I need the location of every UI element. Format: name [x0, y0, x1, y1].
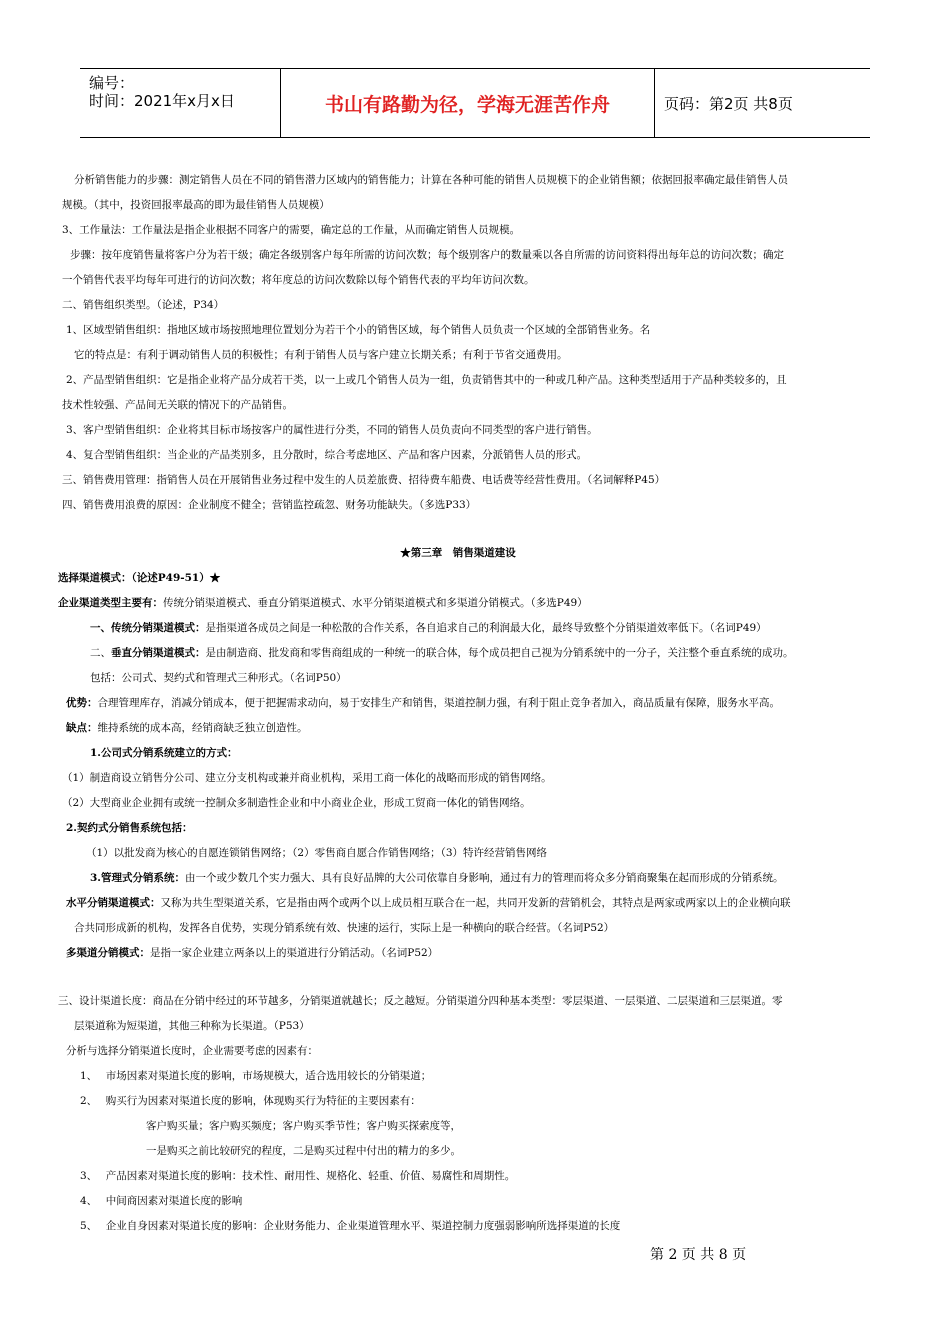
paragraph-line: 3、工作量法：工作量法是指企业根据不同客户的需要，确定总的工作量，从而确定销售人员规模。 [62, 224, 521, 236]
term: 缺点： [66, 722, 98, 734]
term: 一、传统分销渠道模式： [90, 622, 206, 634]
list-item: 4、 中间商因素对渠道长度的影响 [80, 1195, 243, 1207]
paragraph-line: 1、区域型销售组织：指地区域市场按照地理位置划分为若干个小的销售区域，每个销售人员负责一个区域的全部销售业务。名 [66, 324, 651, 336]
definition: 是指一家企业建立两条以上的渠道进行分销活动。（名词P52） [150, 947, 439, 959]
paragraph-line [58, 891, 898, 916]
paragraph-line: 规模。（其中，投资回报率最高的即为最佳销售人员规模） [62, 199, 330, 211]
header-info-cell [80, 69, 280, 137]
section-heading: 二、销售组织类型。（论述，P34） [62, 299, 225, 311]
paragraph-line: （1）以批发商为核心的自愿连锁销售网络；（2）零售商自愿合作销售网络；（3）特许经营销售网络 [86, 847, 548, 859]
definition: 由一个或少数几个实力强大、具有良好品牌的大公司依靠自身影响，通过有力的管理而将众多分销商聚集在起而形成的分销系统。 [184, 872, 784, 884]
term: 多渠道分销模式： [66, 947, 150, 959]
list-marker: 二、 [90, 647, 111, 659]
chapter-title: ★第三章 销售渠道建设 [400, 547, 516, 559]
paragraph-line: 4、复合型销售组织：当企业的产品类别多，且分散时，综合考虑地区、产品和客户因素，分派销售人员的形式。 [66, 449, 588, 461]
definition: 又称为共生型渠道关系，它是指由两个或两个以上成员相互联合在一起，共同开发新的营销机会，其特点是两家或两家以上的企业横向联 [160, 897, 791, 909]
term: 优势： [66, 697, 98, 709]
paragraph-line: 一个销售代表平均每年可进行的访问次数；将年度总的访问次数除以每个销售代表的平均年访问次数。 [62, 274, 535, 286]
definition: 是由制造商、批发商和零售商组成的一种统一的联合体，每个成员把自己视为分销系统中的一分子，关注整个垂直系统的成功。 [205, 647, 794, 659]
term: 垂直分销渠道模式： [111, 647, 206, 659]
list-item: 5、 企业自身因素对渠道长度的影响：企业财务能力、企业渠道管理水平、渠道控制力度强弱影响所选择渠道的长度 [80, 1220, 621, 1232]
header-motto: 书山有路勤为径，学海无涯苦作舟 [280, 69, 655, 137]
paragraph-line: 包括：公司式、契约式和管理式三种形式。（名词P50） [90, 672, 347, 684]
paragraph-line: 步骤：按年度销售量将客户分为若干级；确定各级别客户每年所需的访问次数；每个级别客户的数量乘以各自所需的访问资料得出每年总的访问次数；确定 [70, 249, 784, 261]
list-item: 1、 市场因素对渠道长度的影响，市场规模大，适合选用较长的分销渠道； [80, 1070, 432, 1082]
page-footer: 第 2 页 共 8 页 [650, 1247, 747, 1263]
page-header [80, 68, 870, 138]
paragraph-line: 分析与选择分销渠道长度时，企业需要考虑的因素有： [66, 1045, 318, 1057]
term: 水平分销渠道模式： [66, 897, 161, 909]
section-heading: 四、销售费用浪费的原因：企业制度不健全；营销监控疏忽、财务功能缺失。（多选P33） [62, 499, 477, 511]
paragraph-line: 分析销售能力的步骤：测定销售人员在不同的销售潜力区域内的销售能力；计算在各种可能的销售人员规模下的企业销售额；依据回报率确定最佳销售人员 [74, 174, 788, 186]
paragraph-line: 2、产品型销售组织：它是指企业将产品分成若干类，以一上或几个销售人员为一组，负责销售其中的一种或几种产品。这种类型适用于产品种类较多的，且 [66, 374, 787, 386]
list-item: 3、 产品因素对渠道长度的影响：技术性、耐用性、规格化、轻重、价值、易腐性和周期性。 [80, 1170, 516, 1182]
bold-heading: 1.公司式分销系统建立的方式： [90, 747, 238, 759]
definition: 维持系统的成本高，经销商缺乏独立创造性。 [97, 722, 308, 734]
paragraph-line [58, 716, 898, 741]
paragraph-line [58, 691, 898, 716]
paragraph-line [58, 591, 898, 616]
paragraph-line: （2）大型商业企业拥有或统一控制众多制造性企业和中小商业企业，形成工贸商一体化的销售网络。 [62, 797, 531, 809]
document-body [58, 168, 898, 1239]
paragraph-line: 合共同形成新的机构，发挥各自优势，实现分销系统有效、快速的运行，实际上是一种横向的联合经营。（名词P52） [74, 922, 615, 934]
section-heading: 三、设计渠道长度：商品在分销中经过的环节越多，分销渠道就越长；反之越短。分销渠道分四种基本类型：零层渠道、一层渠道、二层渠道和三层渠道。零 [58, 995, 783, 1007]
term: 3.管理式分销系统： [90, 872, 185, 884]
paragraph-line [58, 641, 898, 666]
date-label: 时间：2021年x月x日 [89, 92, 235, 110]
paragraph-line: 一是购买之前比较研究的程度，二是购买过程中付出的精力的多少。 [146, 1145, 461, 1157]
paragraph-line [58, 941, 898, 966]
section-heading: 三、销售费用管理：指销售人员在开展销售业务过程中发生的人员差旅费、招待费车船费、电话费等经营性费用。（名词解释P45） [62, 474, 666, 486]
header-page-label: 页码：第2页 共8页 [664, 94, 793, 113]
paragraph-line [58, 866, 898, 891]
paragraph-line: 层渠道称为短渠道，其他三种称为长渠道。（P53） [74, 1020, 310, 1032]
definition: 是指渠道各成员之间是一种松散的合作关系，各自追求自己的利润最大化，最终导致整个分销渠道效率低下。（名词P49） [205, 622, 767, 634]
list-item: 2、 购买行为因素对渠道长度的影响，体现购买行为特征的主要因素有： [80, 1095, 421, 1107]
paragraph-line: 它的特点是：有利于调动销售人员的积极性；有利于销售人员与客户建立长期关系；有利于节省交通费用。 [74, 349, 568, 361]
paragraph-line: 客户购买量；客户购买频度；客户购买季节性；客户购买探索度等， [146, 1120, 461, 1132]
paragraph-line: （1）制造商设立销售分公司、建立分支机构或兼并商业机构，采用工商一体化的战略而形成的销售网络。 [62, 772, 552, 784]
bold-heading: 2.契约式分销售系统包括： [66, 822, 193, 834]
number-label: 编号： [89, 74, 135, 92]
bold-heading: 选择渠道模式：（论述P49-51）★ [58, 572, 221, 584]
term: 企业渠道类型主要有： [58, 597, 163, 609]
definition: 合理管理库存，消减分销成本，便于把握需求动向，易于安排生产和销售，渠道控制力强，有利于阻止竞争者加入，商品质量有保障，服务水平高。 [97, 697, 780, 709]
paragraph-line: 3、客户型销售组织：企业将其目标市场按客户的属性进行分类，不同的销售人员负责向不同类型的客户进行销售。 [66, 424, 598, 436]
paragraph-line [58, 616, 898, 641]
definition: 传统分销渠道模式、垂直分销渠道模式、水平分销渠道模式和多渠道分销模式。（多选P49） [163, 597, 588, 609]
paragraph-line: 技术性较强、产品间无关联的情况下的产品销售。 [62, 399, 293, 411]
